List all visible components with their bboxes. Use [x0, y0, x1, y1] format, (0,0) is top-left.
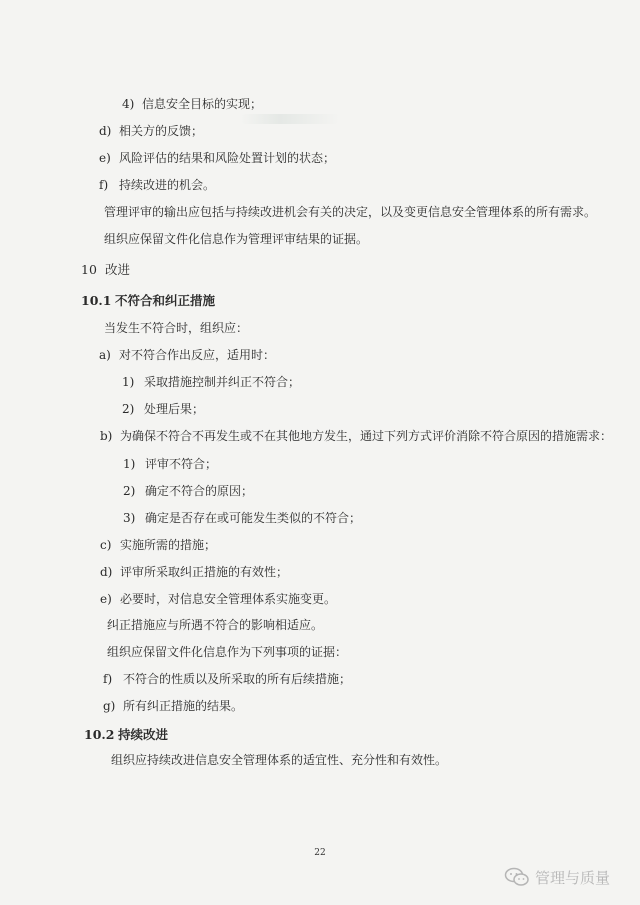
list-item [103, 698, 243, 714]
list-text: 对不符合作出反应，适用时： [119, 348, 276, 362]
paragraph-text: 组织应持续改进信息安全管理体系的适宜性、充分性和有效性。 [111, 753, 448, 767]
list-item [123, 456, 217, 472]
list-item [100, 537, 216, 553]
list-text: 实施所需的措施； [120, 538, 217, 552]
list-marker: 2) [122, 402, 135, 416]
list-item [99, 150, 335, 166]
section-number: 10.2 [84, 727, 115, 742]
list-marker: d) [99, 124, 112, 138]
list-marker: 2) [123, 484, 136, 498]
list-item [99, 347, 275, 363]
paragraph-text: 纠正措施应与所遇不符合的影响相适应。 [107, 618, 324, 632]
scan-smudge [240, 114, 340, 124]
list-marker: e) [99, 151, 111, 165]
list-item [100, 564, 288, 580]
list-item [103, 671, 351, 687]
list-text: 相关方的反馈； [119, 124, 204, 138]
list-text: 必要时，对信息安全管理体系实施变更。 [120, 592, 337, 606]
section-number: 10 [81, 262, 97, 277]
list-text: 确定不符合的原因； [145, 484, 254, 498]
list-text: 所有纠正措施的结果。 [123, 699, 244, 713]
list-item [123, 510, 361, 526]
list-text: 风险评估的结果和风险处置计划的状态； [119, 151, 336, 165]
paragraph-text: 组织应保留文件化信息作为管理评审结果的证据。 [104, 232, 369, 246]
list-text: 持续改进的机会。 [119, 178, 216, 192]
list-marker: e) [100, 592, 112, 606]
list-marker: f) [99, 178, 109, 192]
list-marker: a) [99, 348, 111, 362]
list-marker: 3) [123, 511, 136, 525]
list-item [122, 401, 204, 417]
page-number: 22 [314, 848, 326, 858]
list-marker: 4) [122, 97, 135, 111]
list-item [99, 177, 215, 193]
paragraph [104, 231, 368, 247]
wechat-icon [504, 867, 530, 887]
list-marker: f) [103, 672, 113, 686]
section-title: 持续改进 [118, 727, 169, 742]
list-item [122, 374, 300, 390]
list-text: 确定是否存在或可能发生类似的不符合； [145, 511, 362, 525]
list-text: 信息安全目标的实现； [142, 97, 263, 111]
subsection-heading [81, 293, 215, 309]
paragraph [104, 320, 248, 336]
paragraph-text: 当发生不符合时，组织应： [104, 321, 249, 335]
list-text: 处理后果； [144, 402, 205, 416]
section-number: 10.1 [81, 293, 112, 308]
list-marker: d) [100, 565, 113, 579]
paragraph-text: 组织应保留文件化信息作为下列事项的证据： [107, 645, 348, 659]
list-text: 采取措施控制并纠正不符合； [144, 375, 301, 389]
paragraph [111, 752, 447, 768]
list-text: 评审不符合； [145, 457, 218, 471]
paragraph [104, 204, 596, 220]
paragraph [107, 644, 347, 660]
list-item [100, 591, 336, 607]
section-title: 不符合和纠正措施 [115, 293, 216, 308]
list-marker: 1) [123, 457, 136, 471]
watermark [504, 866, 610, 888]
list-marker: 1) [122, 375, 135, 389]
section-heading [81, 262, 130, 278]
paragraph [107, 617, 323, 633]
list-text: 为确保不符合不再发生或不在其他地方发生，通过下列方式评价消除不符合原因的措施需求： [120, 429, 613, 443]
watermark-text: 管理与质量 [535, 868, 611, 887]
paragraph-text: 管理评审的输出应包括与持续改进机会有关的决定，以及变更信息安全管理体系的所有需求。 [104, 205, 597, 219]
section-title: 改进 [105, 262, 131, 277]
subsection-heading [84, 727, 168, 743]
list-item [100, 428, 612, 444]
list-marker: g) [103, 699, 116, 713]
list-item [122, 96, 262, 112]
list-text: 评审所采取纠正措施的有效性； [120, 565, 289, 579]
list-marker: b) [100, 429, 113, 443]
list-marker: c) [100, 538, 112, 552]
list-item [123, 483, 253, 499]
list-text: 不符合的性质以及所采取的所有后续措施； [123, 672, 352, 686]
list-item [99, 123, 203, 139]
